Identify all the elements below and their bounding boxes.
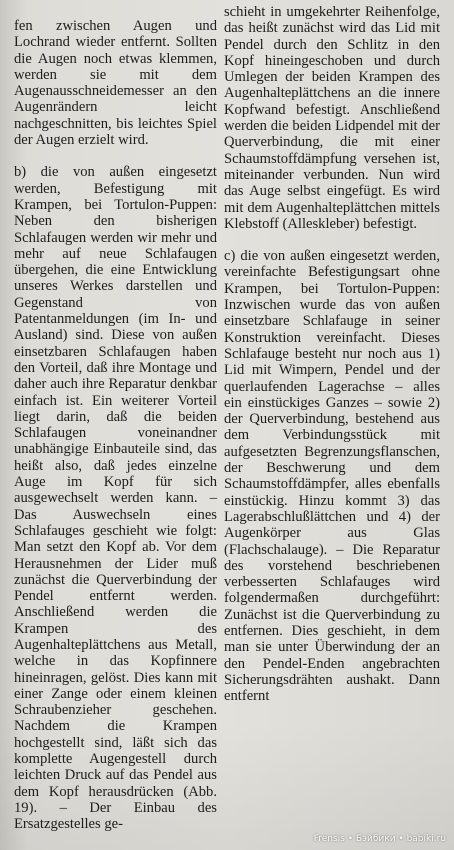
paragraph-b: b) die von außen eingesetzt werden, Befestigung mit Krampen, bei Tortulon-Puppen: Neben den bisherigen Schlafaugen werden wir mehr und mehr auf neue Schlafaugen übergehen, die eine Entwicklung unseres Werkes darstellen und Gegenstand von Patentanmeldungen (im In- und Ausland) sind. Diese von außen einsetzbaren Schlafaugen haben den Vorteil, daß ihre Montage und daher auch ihre Reparatur denkbar einfach ist. Ein weiterer Vorteil liegt darin, daß die beiden Schlafaugen voneinandner unabhängige Einbauteile sind, das heißt also, daß jedes einzelne Auge im Kopf für sich ausgewechselt werden kann. – Das Auswechseln eines Schlafauges geschieht wie folgt: Man setzt den Kopf ab. Vor dem Herausnehmen der Lider muß zunächst die Querverbindung der Pendel entfernt werden. Anschließend werden die Krampen des Augenhalteplättchens aus Metall, welche in das Kopfinnere hineinragen, gelöst. Dies kann mit einer Zange oder einem kleinen Schraubenzieher geschehen. Nachdem die Krampen hochgestellt sind, läßt sich das komplette Augengestell durch leichten Druck auf das Pendel aus dem Kopf herausdrücken (Abb. 19). – Der Einbau des Ersatzgestelles ge- — [14, 164, 217, 833]
text-column-right — [224, 4, 440, 704]
watermark: Frensis • Бэйбики • babiki.ru — [313, 834, 446, 844]
paragraph-c: c) die von außen eingesetzt werden, vereinfachte Befestigungsart ohne Krampen, bei Tortulon-Puppen: Inzwischen wurde das von außen einsetzbare Schlafauge in seiner Konstruktion vereinfacht. Dieses Schlafauge besteht nur noch aus 1) Lid mit Wimpern, Pendel und der querlaufenden Lagerachse – alles ein einstückiges Ganzes – sowie 2) der Querverbindung, bestehend aus dem Verbindungsstück mit aufgesetzten Begrenzungsflanschen, der Beschwerung und dem Schaumstoffdämpfer, alles ebenfalls einstückig. Hinzu kommt 3) das Lagerabschlußlättchen und 4) der Augenkörper aus Glas (Flachschalauge). – Die Reparatur des vorstehend beschriebenen verbesserten Schlafauges wird folgendermaßen durchgeführt: Zunächst ist die Querverbindung zu entfernen. Dies geschieht, in dem man sie unter Überwindung der an den Pendel-Enden angebrachten Sicherungsdrähten aushakt. Dann entfernt — [224, 248, 440, 705]
paragraph-b-continued: schieht in umgekehrter Reihenfolge, das heißt zunächst wird das Lid mit Pendel durch den Schlitz in den Kopf hineingeschoben und durch Umlegen der beiden Krampen des Augenhalteplättchens an die innere Kopfwand befestigt. Anschließend werden die beiden Lidpendel mit der Querverbindung, die mit einer Schaumstoffdämpfung versehen ist, miteinander verbunden. Nun wird das Auge selbst eingefügt. Es wird mit dem Augenhalteplättchen mittels Klebstoff (Alleskleber) befestigt. — [224, 4, 440, 232]
paragraph-a-end: fen zwischen Augen und Lochrand wieder entfernt. Sollten die Augen noch etwas klemmen, werden sie mit dem Augenausschneidemesser an den Augenrändern leicht nachgeschnitten, bis leichtes Spiel der Augen erzielt wird. — [14, 18, 217, 149]
text-column-left — [14, 18, 217, 833]
